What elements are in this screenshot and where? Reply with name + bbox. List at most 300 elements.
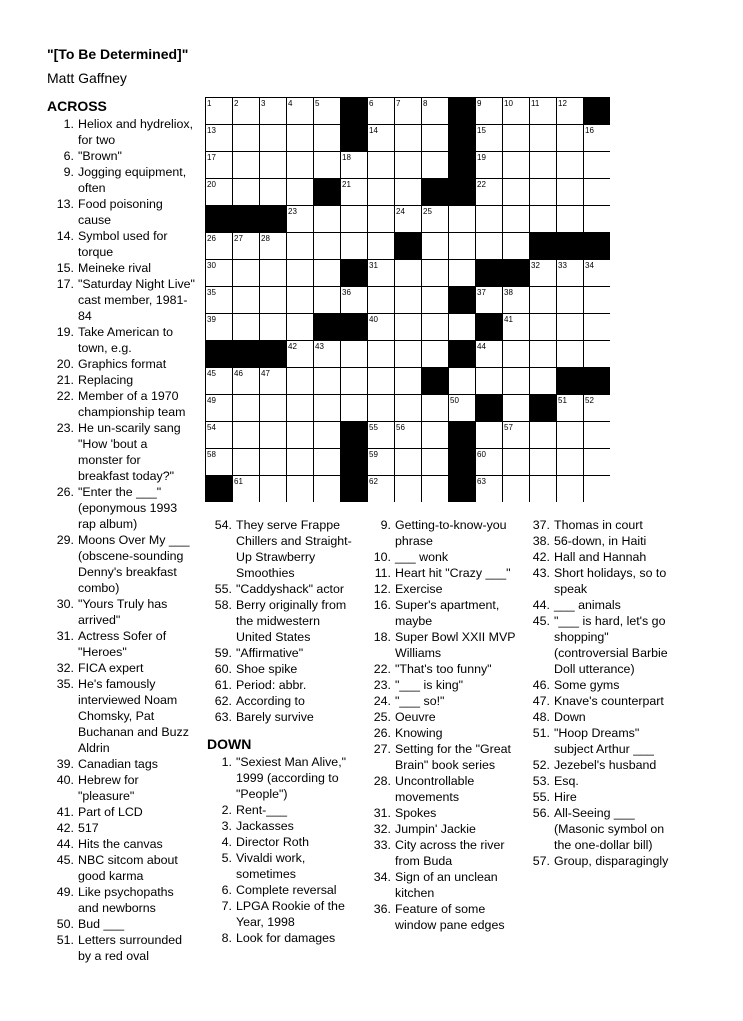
clue-column-1 (47, 98, 195, 964)
clue-number: 63. (214, 710, 232, 724)
cell-number: 63 (477, 477, 486, 486)
clue-number: 60. (214, 662, 232, 676)
clue-text: "Sexiest Man Alive," 1999 (according to "People") (236, 755, 347, 801)
cell-number: 42 (288, 342, 297, 351)
grid-cell[interactable] (530, 422, 557, 449)
grid-cell[interactable] (287, 179, 314, 206)
down-clue[interactable] (525, 597, 675, 613)
clue-number: 34. (373, 870, 391, 884)
grid-cell[interactable] (530, 206, 557, 233)
crossword-grid[interactable] (205, 97, 610, 502)
grid-cell[interactable] (422, 395, 449, 422)
grid-cell[interactable] (314, 395, 341, 422)
grid-cell[interactable] (530, 287, 557, 314)
clue-text: NBC sitcom about good karma (78, 853, 178, 883)
down-clue[interactable] (207, 898, 357, 930)
cell-number: 7 (396, 99, 401, 108)
clue-text: Esq. (554, 774, 579, 788)
clue-text: ___ animals (554, 598, 621, 612)
across-clue[interactable] (207, 517, 357, 581)
clue-text: They serve Frappe Chillers and Straight-Up Strawberry Smoothies (236, 518, 352, 580)
grid-cell[interactable] (530, 449, 557, 476)
grid-cell[interactable] (584, 422, 611, 449)
cell-number: 47 (261, 369, 270, 378)
cell-number: 60 (477, 450, 486, 459)
clue-number: 26. (373, 726, 391, 740)
grid-cell[interactable] (314, 287, 341, 314)
clue-number: 42. (532, 550, 550, 564)
grid-cell[interactable] (314, 260, 341, 287)
cell-number: 32 (531, 261, 540, 270)
cell-number: 17 (207, 153, 216, 162)
grid-cell[interactable] (557, 125, 584, 152)
clue-number: 45. (532, 614, 550, 628)
across-heading: ACROSS (47, 98, 107, 114)
grid-cell[interactable] (584, 476, 611, 503)
grid-cell[interactable] (287, 152, 314, 179)
cell-number: 40 (369, 315, 378, 324)
grid-cell[interactable] (395, 314, 422, 341)
grid-cell[interactable] (422, 152, 449, 179)
grid-cell[interactable] (341, 206, 368, 233)
across-clue[interactable] (47, 932, 195, 964)
grid-cell[interactable] (503, 341, 530, 368)
clue-text: "Yours Truly has arrived" (78, 597, 168, 627)
across-clue[interactable] (207, 709, 357, 725)
grid-cell[interactable] (395, 395, 422, 422)
down-clue[interactable] (366, 693, 516, 709)
down-clue[interactable] (366, 709, 516, 725)
grid-cell[interactable] (341, 233, 368, 260)
grid-cell[interactable] (287, 476, 314, 503)
clue-text: 56-down, in Haiti (554, 534, 647, 548)
clue-text: Like psychopaths and newborns (78, 885, 174, 915)
down-clue[interactable] (525, 757, 675, 773)
across-clue[interactable] (47, 356, 195, 372)
across-clue[interactable] (47, 116, 195, 148)
down-clue[interactable] (366, 581, 516, 597)
clue-text: Jumpin' Jackie (395, 822, 476, 836)
grid-cell[interactable] (422, 233, 449, 260)
cell-number: 51 (558, 396, 567, 405)
across-clue[interactable] (47, 324, 195, 356)
grid-cell[interactable] (260, 287, 287, 314)
grid-cell[interactable] (260, 476, 287, 503)
down-clue[interactable] (366, 837, 516, 869)
across-clue[interactable] (47, 884, 195, 916)
grid-cell[interactable] (287, 449, 314, 476)
clue-number: 30. (56, 597, 74, 611)
grid-cell[interactable] (557, 422, 584, 449)
grid-cell[interactable] (314, 125, 341, 152)
down-clue[interactable] (366, 725, 516, 741)
clue-number: 18. (373, 630, 391, 644)
cell-number: 55 (369, 423, 378, 432)
grid-cell[interactable] (233, 395, 260, 422)
grid-cell[interactable] (503, 449, 530, 476)
across-clue[interactable] (207, 677, 357, 693)
clue-text: Setting for the "Great Brain" book series (395, 742, 511, 772)
grid-cell[interactable] (449, 314, 476, 341)
grid-cell[interactable] (368, 368, 395, 395)
grid-cell[interactable] (422, 476, 449, 503)
grid-cell[interactable] (395, 260, 422, 287)
clue-text: He un-scarily sang "How 'bout a monster for breakfast today?" (78, 421, 181, 483)
across-clue[interactable] (47, 756, 195, 772)
grid-cell[interactable] (395, 341, 422, 368)
grid-cell[interactable] (341, 341, 368, 368)
grid-block (530, 233, 557, 260)
grid-cell[interactable] (233, 287, 260, 314)
down-clue[interactable] (366, 773, 516, 805)
grid-cell[interactable] (557, 179, 584, 206)
down-clue[interactable] (366, 741, 516, 773)
cell-number: 12 (558, 99, 567, 108)
grid-cell[interactable] (584, 152, 611, 179)
grid-cell[interactable] (368, 233, 395, 260)
clue-text: Vivaldi work, sometimes (236, 851, 306, 881)
cell-number: 56 (396, 423, 405, 432)
down-clue[interactable] (525, 533, 675, 549)
down-clue[interactable] (207, 850, 357, 882)
grid-cell[interactable] (341, 395, 368, 422)
across-clue[interactable] (47, 372, 195, 388)
clue-number: 47. (532, 694, 550, 708)
down-clue[interactable] (366, 677, 516, 693)
down-clue[interactable] (525, 517, 675, 533)
clue-number: 21. (56, 373, 74, 387)
grid-cell[interactable] (287, 314, 314, 341)
down-clue[interactable] (525, 773, 675, 789)
clue-number: 1. (63, 117, 74, 131)
cell-number: 19 (477, 153, 486, 162)
down-clue[interactable] (525, 693, 675, 709)
across-clue[interactable] (47, 852, 195, 884)
clue-text: Jackasses (236, 819, 294, 833)
down-clue[interactable] (525, 805, 675, 853)
down-clue[interactable] (366, 629, 516, 661)
clue-text: Exercise (395, 582, 443, 596)
cell-number: 43 (315, 342, 324, 351)
down-clue[interactable] (207, 802, 357, 818)
down-clue[interactable] (366, 901, 516, 933)
grid-cell[interactable] (503, 233, 530, 260)
grid-cell[interactable] (530, 179, 557, 206)
grid-cell[interactable] (314, 422, 341, 449)
grid-cell[interactable] (503, 179, 530, 206)
across-clue[interactable] (47, 228, 195, 260)
grid-cell[interactable] (233, 260, 260, 287)
grid-cell[interactable] (530, 314, 557, 341)
grid-cell[interactable] (422, 287, 449, 314)
across-clue[interactable] (47, 260, 195, 276)
clue-number: 24. (373, 694, 391, 708)
across-clue[interactable] (47, 484, 195, 532)
grid-cell[interactable] (287, 233, 314, 260)
grid-cell[interactable] (584, 179, 611, 206)
clue-number: 23. (373, 678, 391, 692)
clue-text: Heliox and hydreliox, for two (78, 117, 194, 147)
grid-block (206, 341, 233, 368)
grid-cell[interactable] (233, 125, 260, 152)
grid-cell[interactable] (287, 287, 314, 314)
grid-cell[interactable] (530, 125, 557, 152)
clue-text: Actress Sofer of "Heroes" (78, 629, 167, 659)
clue-number: 36. (373, 902, 391, 916)
grid-cell[interactable] (287, 368, 314, 395)
grid-cell[interactable] (422, 260, 449, 287)
clue-number: 13. (56, 197, 74, 211)
grid-cell[interactable] (368, 341, 395, 368)
grid-cell[interactable] (557, 152, 584, 179)
clue-text: Heart hit "Crazy ___" (395, 566, 511, 580)
grid-block (449, 125, 476, 152)
grid-block (584, 368, 611, 395)
grid-cell[interactable] (584, 314, 611, 341)
grid-cell[interactable] (557, 476, 584, 503)
grid-cell[interactable] (260, 179, 287, 206)
cell-number: 59 (369, 450, 378, 459)
grid-cell[interactable] (503, 476, 530, 503)
grid-block (476, 314, 503, 341)
clue-text: Barely survive (236, 710, 314, 724)
across-clue[interactable] (207, 693, 357, 709)
grid-cell[interactable] (449, 206, 476, 233)
grid-cell[interactable] (395, 125, 422, 152)
grid-cell[interactable] (314, 233, 341, 260)
clue-number: 51. (56, 933, 74, 947)
clue-text: Some gyms (554, 678, 620, 692)
grid-cell[interactable] (233, 314, 260, 341)
grid-cell[interactable] (422, 125, 449, 152)
down-clue[interactable] (366, 821, 516, 837)
grid-block (557, 233, 584, 260)
grid-cell[interactable] (368, 152, 395, 179)
grid-block (449, 179, 476, 206)
grid-cell[interactable] (557, 206, 584, 233)
cell-number: 33 (558, 261, 567, 270)
clue-number: 12. (373, 582, 391, 596)
clue-number: 26. (56, 485, 74, 499)
down-clue[interactable] (207, 834, 357, 850)
clue-number: 57. (532, 854, 550, 868)
down-clue[interactable] (525, 853, 675, 869)
grid-cell[interactable] (395, 287, 422, 314)
grid-cell[interactable] (557, 341, 584, 368)
across-clue[interactable] (47, 916, 195, 932)
grid-cell[interactable] (314, 368, 341, 395)
grid-cell[interactable] (260, 449, 287, 476)
across-clue[interactable] (207, 661, 357, 677)
grid-cell[interactable] (422, 314, 449, 341)
grid-cell[interactable] (260, 152, 287, 179)
across-clue[interactable] (47, 676, 195, 756)
down-clue[interactable] (207, 754, 357, 802)
down-clue[interactable] (207, 930, 357, 946)
grid-cell[interactable] (287, 125, 314, 152)
clue-text: Short holidays, so to speak (554, 566, 667, 596)
down-clue[interactable] (366, 549, 516, 565)
grid-cell[interactable] (422, 341, 449, 368)
grid-cell[interactable] (557, 314, 584, 341)
clue-number: 20. (56, 357, 74, 371)
grid-cell[interactable] (233, 152, 260, 179)
across-clue[interactable] (47, 148, 195, 164)
cell-number: 24 (396, 207, 405, 216)
across-clue[interactable] (47, 196, 195, 228)
grid-cell[interactable] (530, 341, 557, 368)
grid-cell[interactable] (503, 152, 530, 179)
cell-number: 9 (477, 99, 482, 108)
across-clue[interactable] (207, 645, 357, 661)
grid-cell[interactable] (260, 395, 287, 422)
grid-cell[interactable] (395, 152, 422, 179)
across-clue[interactable] (47, 820, 195, 836)
grid-cell[interactable] (314, 449, 341, 476)
grid-cell[interactable] (584, 206, 611, 233)
cell-number: 1 (207, 99, 212, 108)
down-clue[interactable] (525, 549, 675, 565)
down-clue[interactable] (366, 805, 516, 821)
clue-number: 45. (56, 853, 74, 867)
down-clue[interactable] (207, 818, 357, 834)
grid-cell[interactable] (476, 422, 503, 449)
down-clue[interactable] (366, 597, 516, 629)
clue-text: Part of LCD (78, 805, 143, 819)
across-clue[interactable] (47, 420, 195, 484)
clue-number: 46. (532, 678, 550, 692)
grid-cell[interactable] (449, 368, 476, 395)
grid-cell[interactable] (395, 368, 422, 395)
clue-text: Symbol used for torque (78, 229, 168, 259)
grid-cell[interactable] (476, 233, 503, 260)
across-clue[interactable] (47, 388, 195, 420)
down-clue[interactable] (366, 869, 516, 901)
grid-cell[interactable] (314, 476, 341, 503)
across-clue[interactable] (47, 164, 195, 196)
cell-number: 3 (261, 99, 266, 108)
grid-cell[interactable] (233, 179, 260, 206)
down-clue[interactable] (525, 613, 675, 677)
clue-text: Spokes (395, 806, 437, 820)
cell-number: 34 (585, 261, 594, 270)
cell-number: 37 (477, 288, 486, 297)
down-clue[interactable] (207, 882, 357, 898)
across-clue[interactable] (47, 596, 195, 628)
clue-text: Jogging equipment, often (78, 165, 187, 195)
grid-cell[interactable] (368, 395, 395, 422)
grid-cell[interactable] (260, 260, 287, 287)
down-clue[interactable] (366, 565, 516, 581)
grid-cell[interactable] (503, 125, 530, 152)
grid-cell[interactable] (503, 206, 530, 233)
grid-cell[interactable] (584, 341, 611, 368)
clue-number: 42. (56, 821, 74, 835)
grid-cell[interactable] (395, 179, 422, 206)
grid-cell[interactable] (584, 449, 611, 476)
clue-text: Group, disparagingly (554, 854, 669, 868)
grid-cell[interactable] (530, 476, 557, 503)
grid-cell[interactable] (341, 368, 368, 395)
grid-cell[interactable] (368, 206, 395, 233)
down-clue[interactable] (366, 517, 516, 549)
grid-cell[interactable] (449, 233, 476, 260)
across-clue[interactable] (47, 276, 195, 324)
down-clue[interactable] (525, 565, 675, 597)
grid-cell[interactable] (260, 314, 287, 341)
down-clue[interactable] (366, 661, 516, 677)
down-clue[interactable] (525, 677, 675, 693)
grid-cell[interactable] (287, 422, 314, 449)
grid-cell[interactable] (557, 287, 584, 314)
clue-number: 32. (56, 661, 74, 675)
across-clue[interactable] (47, 836, 195, 852)
grid-cell[interactable] (584, 287, 611, 314)
across-clue[interactable] (47, 804, 195, 820)
grid-cell[interactable] (368, 179, 395, 206)
grid-cell[interactable] (449, 260, 476, 287)
clue-text: Look for damages (236, 931, 336, 945)
crossword-grid-svg[interactable] (205, 97, 610, 502)
down-clue[interactable] (525, 789, 675, 805)
grid-cell[interactable] (557, 449, 584, 476)
clue-text: Oeuvre (395, 710, 436, 724)
clue-text: "Affirmative" (236, 646, 304, 660)
grid-cell[interactable] (530, 368, 557, 395)
grid-cell[interactable] (314, 206, 341, 233)
grid-cell[interactable] (422, 449, 449, 476)
grid-cell[interactable] (476, 206, 503, 233)
down-clue[interactable] (525, 725, 675, 757)
grid-block (449, 287, 476, 314)
across-clue[interactable] (47, 532, 195, 596)
grid-cell[interactable] (530, 152, 557, 179)
grid-cell[interactable] (503, 368, 530, 395)
grid-block (557, 368, 584, 395)
grid-cell[interactable] (503, 395, 530, 422)
cell-number: 41 (504, 315, 513, 324)
grid-cell[interactable] (395, 449, 422, 476)
down-clue[interactable] (525, 709, 675, 725)
grid-block (503, 260, 530, 287)
clue-text: Feature of some window pane edges (395, 902, 505, 932)
grid-cell[interactable] (368, 287, 395, 314)
grid-cell[interactable] (260, 422, 287, 449)
clue-number: 58. (214, 598, 232, 612)
grid-cell[interactable] (476, 368, 503, 395)
across-clue[interactable] (47, 772, 195, 804)
across-clue[interactable] (47, 628, 195, 660)
cell-number: 39 (207, 315, 216, 324)
cell-number: 4 (288, 99, 293, 108)
grid-cell[interactable] (422, 422, 449, 449)
grid-cell[interactable] (233, 422, 260, 449)
grid-cell[interactable] (287, 260, 314, 287)
across-clue[interactable] (47, 660, 195, 676)
grid-cell[interactable] (260, 125, 287, 152)
grid-block (341, 260, 368, 287)
cell-number: 14 (369, 126, 378, 135)
grid-cell[interactable] (395, 476, 422, 503)
clue-text: Knowing (395, 726, 443, 740)
grid-cell[interactable] (314, 152, 341, 179)
across-clue[interactable] (207, 581, 357, 597)
grid-cell[interactable] (233, 449, 260, 476)
across-clue[interactable] (207, 597, 357, 645)
clue-number: 25. (373, 710, 391, 724)
clue-number: 6. (221, 883, 232, 897)
grid-cell[interactable] (287, 395, 314, 422)
